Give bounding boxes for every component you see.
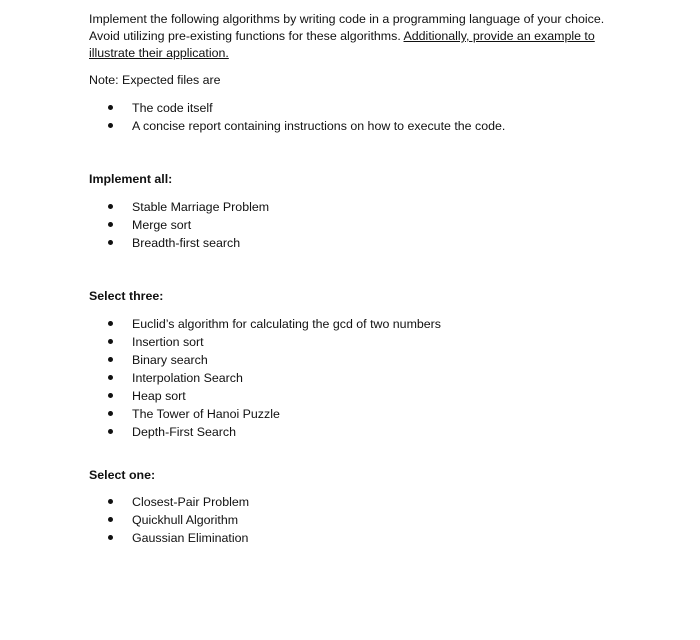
implement-all-list xyxy=(108,198,269,252)
list-item-label: Stable Marriage Problem xyxy=(132,200,270,214)
list-item xyxy=(108,387,441,405)
list-item-label: Interpolation Search xyxy=(132,371,243,385)
note-label: Note: Expected files are xyxy=(89,73,221,87)
intro-line-2-underlined: Additionally, provide an example to xyxy=(403,29,595,43)
list-item-label: Closest-Pair Problem xyxy=(132,495,250,509)
select-one-list xyxy=(108,493,249,547)
bullet-icon xyxy=(108,357,113,362)
list-item xyxy=(108,315,441,333)
list-item xyxy=(108,216,269,234)
bullet-icon xyxy=(108,240,113,245)
list-item xyxy=(108,405,441,423)
bullet-icon xyxy=(108,339,113,344)
list-item xyxy=(108,117,505,135)
intro-paragraph xyxy=(89,11,629,62)
list-item-label: The Tower of Hanoi Puzzle xyxy=(132,407,280,421)
list-item xyxy=(108,423,441,441)
bullet-icon xyxy=(108,375,113,380)
bullet-icon xyxy=(108,517,113,522)
list-item xyxy=(108,333,441,351)
bullet-icon xyxy=(108,105,113,110)
list-item-label: Merge sort xyxy=(132,218,192,232)
list-item-label: Euclid’s algorithm for calculating the gcd of two numbers xyxy=(132,317,442,331)
list-item xyxy=(108,369,441,387)
list-item-label: Insertion sort xyxy=(132,335,204,349)
bullet-icon xyxy=(108,535,113,540)
bullet-icon xyxy=(108,429,113,434)
list-item xyxy=(108,198,269,216)
bullet-icon xyxy=(108,321,113,326)
list-item-label: Heap sort xyxy=(132,389,186,403)
list-item xyxy=(108,511,249,529)
list-item xyxy=(108,493,249,511)
list-item xyxy=(108,351,441,369)
bullet-icon xyxy=(108,393,113,398)
list-item xyxy=(108,234,269,252)
intro-line-3-underlined: illustrate their application. xyxy=(89,46,229,60)
list-item-label: Gaussian Elimination xyxy=(132,531,249,545)
bullet-icon xyxy=(108,123,113,128)
expected-files-list xyxy=(108,99,505,135)
select-three-list xyxy=(108,315,441,441)
intro-line-1: Implement the following algorithms by writing code in a programming language of your choice. xyxy=(89,12,605,26)
list-item xyxy=(108,99,505,117)
list-item-label: Depth-First Search xyxy=(132,425,236,439)
bullet-icon xyxy=(108,222,113,227)
select-one-heading: Select one: xyxy=(89,468,156,482)
bullet-icon xyxy=(108,411,113,416)
list-item xyxy=(108,529,249,547)
list-item-label: The code itself xyxy=(132,101,213,115)
list-item-label: A concise report containing instructions on how to execute the code. xyxy=(132,119,506,133)
bullet-icon xyxy=(108,499,113,504)
select-three-heading: Select three: xyxy=(89,289,164,303)
implement-all-heading: Implement all: xyxy=(89,172,173,186)
bullet-icon xyxy=(108,204,113,209)
list-item-label: Binary search xyxy=(132,353,208,367)
list-item-label: Breadth-first search xyxy=(132,236,241,250)
intro-line-2: Avoid utilizing pre-existing functions for these algorithms. xyxy=(89,29,404,43)
list-item-label: Quickhull Algorithm xyxy=(132,513,239,527)
